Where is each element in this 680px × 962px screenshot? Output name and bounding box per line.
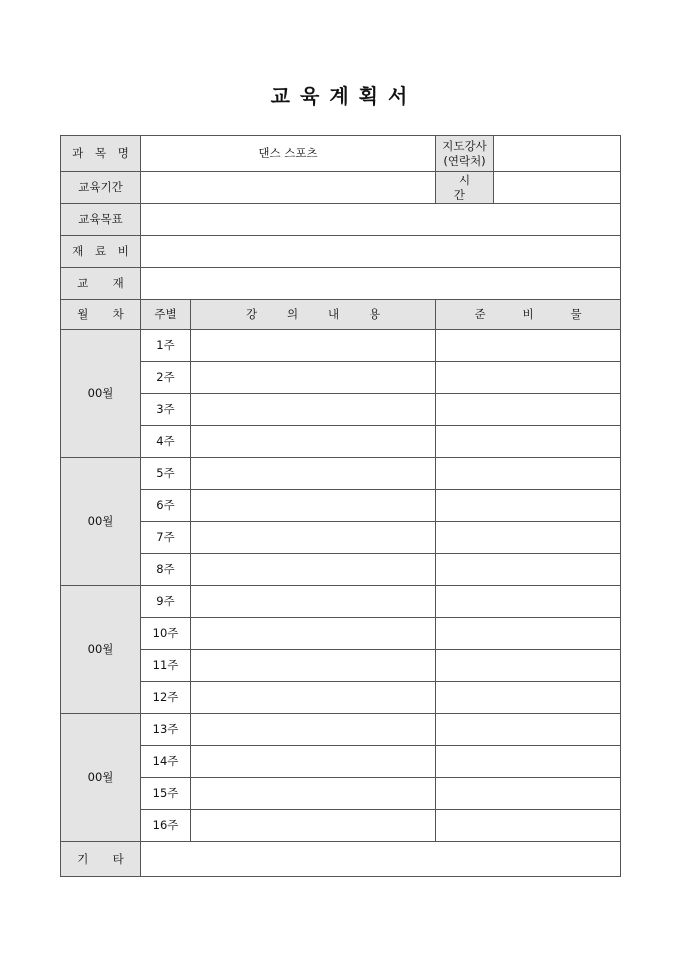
week-cell: 3주 [141,394,191,426]
content-cell[interactable] [191,778,436,810]
table-row [61,810,621,842]
goal-value[interactable] [141,204,621,236]
table-row [61,426,621,458]
content-cell[interactable] [191,650,436,682]
table-row [61,394,621,426]
textbook-value[interactable] [141,268,621,300]
prep-cell[interactable] [436,394,621,426]
etc-value[interactable] [141,842,621,877]
instructor-value[interactable] [494,136,621,172]
content-cell[interactable] [191,746,436,778]
week-cell: 11주 [141,650,191,682]
table-row [61,490,621,522]
material-cost-value[interactable] [141,236,621,268]
week-cell: 13주 [141,714,191,746]
month-column-header: 월 차 [61,300,141,330]
goal-label: 교육목표 [61,204,141,236]
table-row [61,554,621,586]
goal-row [61,204,621,236]
textbook-label: 교 재 [61,268,141,300]
table-row [61,650,621,682]
etc-label: 기 타 [61,842,141,877]
table-row [61,362,621,394]
content-cell[interactable] [191,618,436,650]
material-cost-row [61,236,621,268]
period-label: 교육기간 [61,172,141,204]
subject-row [61,136,621,172]
week-cell: 10주 [141,618,191,650]
week-cell: 2주 [141,362,191,394]
subject-value[interactable]: 댄스 스포츠 [141,136,436,172]
content-column-header: 강 의 내 용 [191,300,436,330]
week-cell: 8주 [141,554,191,586]
schedule-header-row [61,300,621,330]
table-row [61,746,621,778]
material-cost-label: 재 료 비 [61,236,141,268]
time-label: 시 간 [436,172,494,204]
prep-cell[interactable] [436,810,621,842]
time-value[interactable] [494,172,621,204]
prep-column-header: 준 비 물 [436,300,621,330]
table-row [61,330,621,362]
instructor-label: 지도강사 (연락처) [436,136,494,172]
week-cell: 6주 [141,490,191,522]
document-title: 교 육 계 획 서 [270,84,410,108]
table-row [61,778,621,810]
content-cell[interactable] [191,394,436,426]
prep-cell[interactable] [436,714,621,746]
prep-cell[interactable] [436,650,621,682]
prep-cell[interactable] [436,682,621,714]
prep-cell[interactable] [436,586,621,618]
content-cell[interactable] [191,522,436,554]
table-row [61,682,621,714]
prep-cell[interactable] [436,554,621,586]
prep-cell[interactable] [436,458,621,490]
prep-cell[interactable] [436,490,621,522]
week-cell: 7주 [141,522,191,554]
table-row [61,458,621,490]
month-cell: 00월 [61,458,141,586]
week-cell: 12주 [141,682,191,714]
week-column-header: 주별 [141,300,191,330]
content-cell[interactable] [191,810,436,842]
period-row [61,172,621,204]
week-cell: 1주 [141,330,191,362]
week-cell: 4주 [141,426,191,458]
content-cell[interactable] [191,330,436,362]
prep-cell[interactable] [436,362,621,394]
content-cell[interactable] [191,490,436,522]
table-row [61,586,621,618]
month-cell: 00월 [61,714,141,842]
month-cell: 00월 [61,586,141,714]
content-cell[interactable] [191,586,436,618]
table-row [61,714,621,746]
prep-cell[interactable] [436,778,621,810]
prep-cell[interactable] [436,522,621,554]
content-cell[interactable] [191,714,436,746]
month-cell: 00월 [61,330,141,458]
textbook-row [61,268,621,300]
education-plan-table [60,135,621,877]
week-cell: 16주 [141,810,191,842]
prep-cell[interactable] [436,618,621,650]
content-cell[interactable] [191,554,436,586]
period-value[interactable] [141,172,436,204]
week-cell: 14주 [141,746,191,778]
etc-row [61,842,621,877]
week-cell: 5주 [141,458,191,490]
content-cell[interactable] [191,458,436,490]
subject-label: 과 목 명 [61,136,141,172]
table-row [61,618,621,650]
content-cell[interactable] [191,362,436,394]
content-cell[interactable] [191,426,436,458]
table-row [61,522,621,554]
week-cell: 15주 [141,778,191,810]
prep-cell[interactable] [436,330,621,362]
prep-cell[interactable] [436,746,621,778]
prep-cell[interactable] [436,426,621,458]
week-cell: 9주 [141,586,191,618]
content-cell[interactable] [191,682,436,714]
